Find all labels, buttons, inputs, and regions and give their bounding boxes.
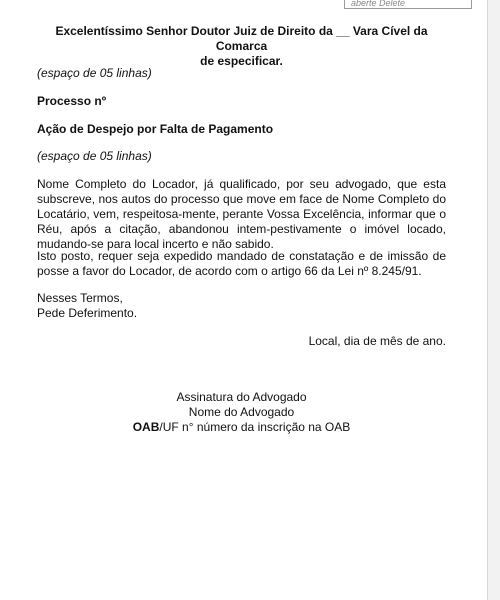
action-title: Ação de Despejo por Falta de Pagamento <box>37 122 274 136</box>
heading-line-2: de especificar. <box>200 54 283 68</box>
body-paragraph-1: Nome Completo do Locador, já qualificado, por seu advogado, que esta subscreve, nos autos do processo que move em face de Nome Completo do Locatário, vem, respeitosa-mente, perante Vossa Excelência, informar que o Réu, após a citação, abandonou intem-pestivamente o imóvel locado, mudando-se para local incerto e não sabido. <box>37 177 446 251</box>
process-number: Processo nº <box>37 94 107 108</box>
vertical-scrollbar[interactable] <box>487 0 500 600</box>
heading-line-1: Excelentíssimo Senhor Doutor Juiz de Direito da __ Vara Cível da Comarca <box>55 24 428 53</box>
place-date: Local, dia de mês de ano. <box>308 334 446 348</box>
spacing-note-1: (espaço de 05 linhas) <box>37 66 152 80</box>
body-paragraph-2: Isto posto, requer seja expedido mandado de constatação e de imissão de posse a favor do Locador, de acordo com o artigo 66 da Lei nº 8.245/91. <box>37 249 446 278</box>
signature-block <box>37 390 446 435</box>
document-heading <box>37 24 446 69</box>
closing-line-1: Nesses Termos, <box>37 291 123 305</box>
signature-line-3 <box>37 420 446 435</box>
spacing-note-2: (espaço de 05 linhas) <box>37 149 152 163</box>
signature-line-1: Assinatura do Advogado <box>176 390 307 404</box>
oab-number-text: /UF n° número da inscrição na OAB <box>159 420 351 434</box>
oab-label: OAB <box>132 420 160 434</box>
closing-line-2: Pede Deferimento. <box>37 306 138 320</box>
top-toolbar-field[interactable]: aberte Delete <box>344 0 472 9</box>
signature-line-2: Nome do Advogado <box>188 405 295 419</box>
